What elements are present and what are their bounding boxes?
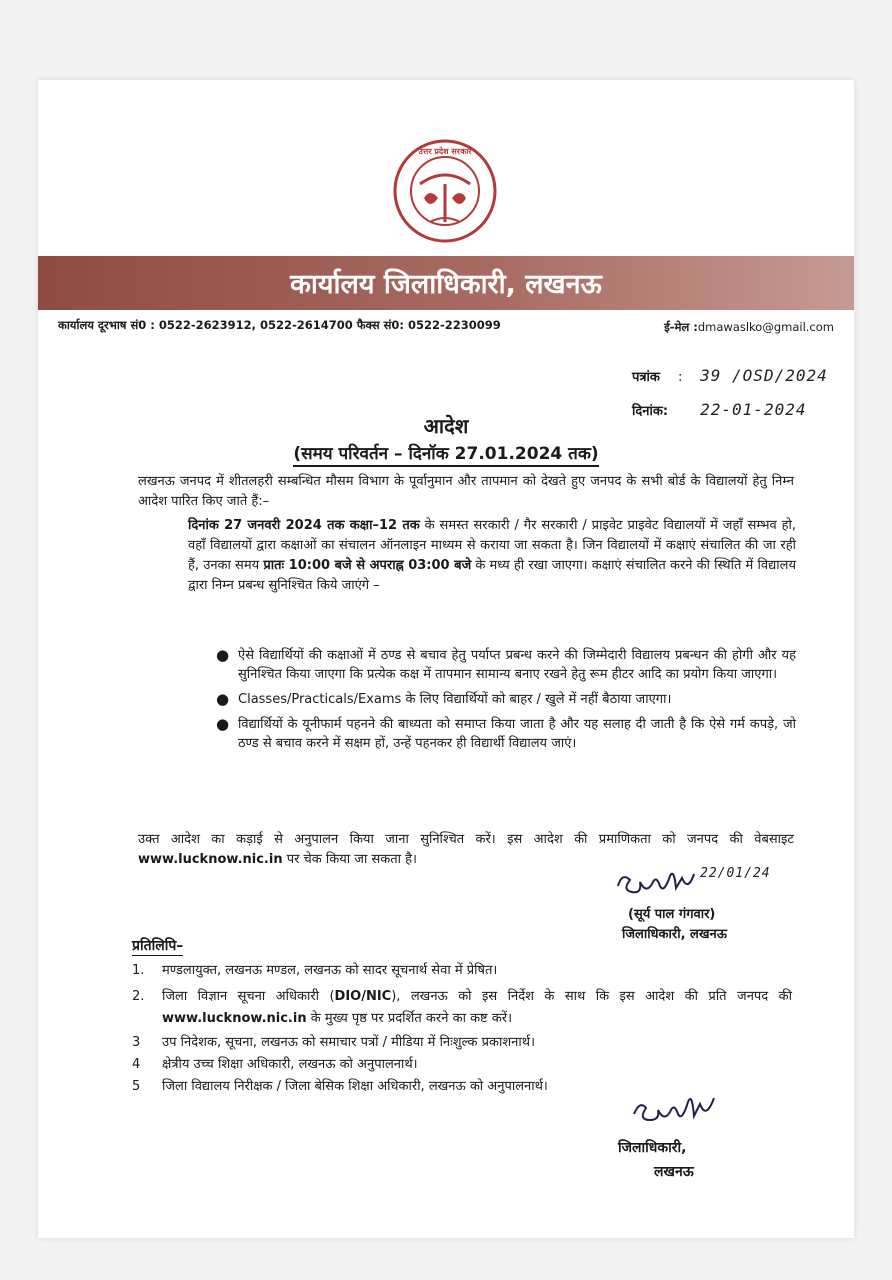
order-heading: आदेश: [423, 414, 469, 438]
website-link: www.lucknow.nic.in: [138, 852, 283, 867]
contact-phones: कार्यालय दूरभाष सं0 : 0522-2623912, 0522-2614700 फैक्स सं0: 0522-2230099: [58, 318, 501, 332]
closing-text-2: पर चेक किया जा सकता है।: [282, 852, 417, 867]
designation-line-2: लखनऊ: [654, 1164, 694, 1180]
main-paragraph: [188, 516, 796, 596]
bullet-icon: ●: [216, 690, 230, 708]
bullet-icon: ●: [216, 646, 230, 664]
intro-paragraph: लखनऊ जनपद में शीतलहरी सम्बन्धित मौसम विभाग के पूर्वानुमान और तापमान को देखते हुए जनपद के सभी बोर्ड के विद्यालयों हेतु निम्न आदेश पारित किए जाते हैं:–: [138, 474, 794, 509]
office-banner: [38, 256, 854, 310]
contact-email: [664, 320, 834, 335]
dinank-value: 22-01-2024: [700, 400, 807, 419]
list-item: 5 जिला विद्यालय निरीक्षक / जिला बेसिक शिक्षा अधिकारी, लखनऊ को अनुपालनार्थ।: [132, 1079, 548, 1094]
arrangement-list: [206, 646, 796, 759]
handwritten-signature-2: [628, 1088, 728, 1132]
email-label: ई-मेल :: [664, 320, 698, 334]
list-item: 2. जिला विज्ञान सूचना अधिकारी (DIO/NIC), लखनऊ को इस निर्देश के साथ कि इस आदेश की प्रति जनपद की www.lucknow.nic.in के मुख्य पृष्ठ पर प्रदर्शित करने का कष्ट करें।: [132, 989, 792, 1026]
handwritten-signature-1: [612, 864, 712, 904]
order-subheading: (समय परिवर्तन – दिनॉक 27.01.2024 तक): [293, 441, 598, 467]
patrank-line: पत्रांक : 39 /OSD/2024: [632, 366, 828, 385]
para-bold-time: प्रातः 10:00 बजे से अपराह्न 03:00 बजे: [263, 558, 472, 573]
copy-to-heading: प्रतिलिपि–: [132, 938, 184, 954]
up-government-emblem: [390, 136, 500, 246]
list-item: 3 उप निदेशक, सूचना, लखनऊ को समाचार पत्रों / मीडिया में निःशुल्क प्रकाशनार्थ।: [132, 1035, 535, 1050]
patrank-value: 39 /OSD/2024: [700, 366, 828, 385]
dinank-label: दिनांक:: [632, 404, 669, 419]
patrank-label: पत्रांक: [632, 370, 660, 385]
designation-line-1: जिलाधिकारी,: [618, 1140, 687, 1156]
bullet-icon: ●: [216, 715, 230, 733]
emblem-text: उत्तर प्रदेश सरकार: [418, 147, 472, 156]
office-title: कार्यालय जिलाधिकारी, लखनऊ: [290, 269, 602, 300]
document-page: [38, 80, 854, 1238]
list-item: ● Classes/Practicals/Exams के लिए विद्यार्थियों को बाहर / खुले में नहीं बैठाया जाएगा।: [216, 690, 672, 708]
para-text-2: के मध्य ही रखा जाएगा। कक्षाएं संचालित करने की स्थिति में विद्यालय द्वारा निम्न प्रबन्ध सुनिश्चित किये जाएंगे –: [188, 558, 796, 593]
signer-name: (सूर्य पाल गंगवार): [628, 907, 716, 922]
list-item: 1. मण्डलायुक्त, लखनऊ मण्डल, लखनऊ को सादर सूचनार्थ सेवा में प्रेषित।: [132, 963, 498, 978]
signature-date: 22/01/24: [700, 866, 771, 881]
closing-text-1: उक्त आदेश का कड़ाई से अनुपालन किया जाना सुनिश्चित करें। इस आदेश की प्रमाणिकता को जनपद की वेबसाइट: [138, 832, 794, 847]
para-text-1: के समस्त सरकारी / गैर सरकारी / प्राइवेट प्राइवेट विद्यालयों में जहाँ सम्भव हो, वहाँ विद्यालयों द्वारा कक्षाओं का संचालन ऑनलाइन माध्यम से कराया जा सकता है। जिन विद्यालयों में कक्षाएं संचालित की जा रही हैं, उनका समय: [188, 518, 796, 573]
copy-to-list: [132, 960, 792, 1098]
email-value: dmawaslko@gmail.com: [697, 320, 834, 334]
para-bold-date: दिनांक 27 जनवरी 2024 तक कक्षा–12 तक: [188, 518, 420, 533]
order-title: [38, 412, 854, 467]
list-item: ● विद्यार्थियों के यूनीफार्म पहनने की बाध्यता को समाप्त किया जाता है और यह सलाह दी जाती है कि ऐसे गर्म कपड़े, जो ठण्ड से बचाव करने में सक्षम हों, उन्हें पहनकर ही विद्यार्थी विद्यालय जाएं।: [216, 715, 796, 751]
list-item: ● ऐसे विद्यार्थियों की कक्षाओं में ठण्ड से बचाव हेतु पर्याप्त प्रबन्ध करने की जिम्मेदारी विद्यालय प्रबन्धन की होगी और यह सुनिश्चित किया जाएगा कि प्रत्येक कक्ष में तापमान सामान्य बनाए रखने हेतु रूम हीटर आदि का प्रयोग किया जाएगा।: [216, 646, 796, 682]
list-item: 4 क्षेत्रीय उच्च शिक्षा अधिकारी, लखनऊ को अनुपालनार्थ।: [132, 1057, 418, 1072]
signer-designation: जिलाधिकारी, लखनऊ: [622, 927, 727, 942]
